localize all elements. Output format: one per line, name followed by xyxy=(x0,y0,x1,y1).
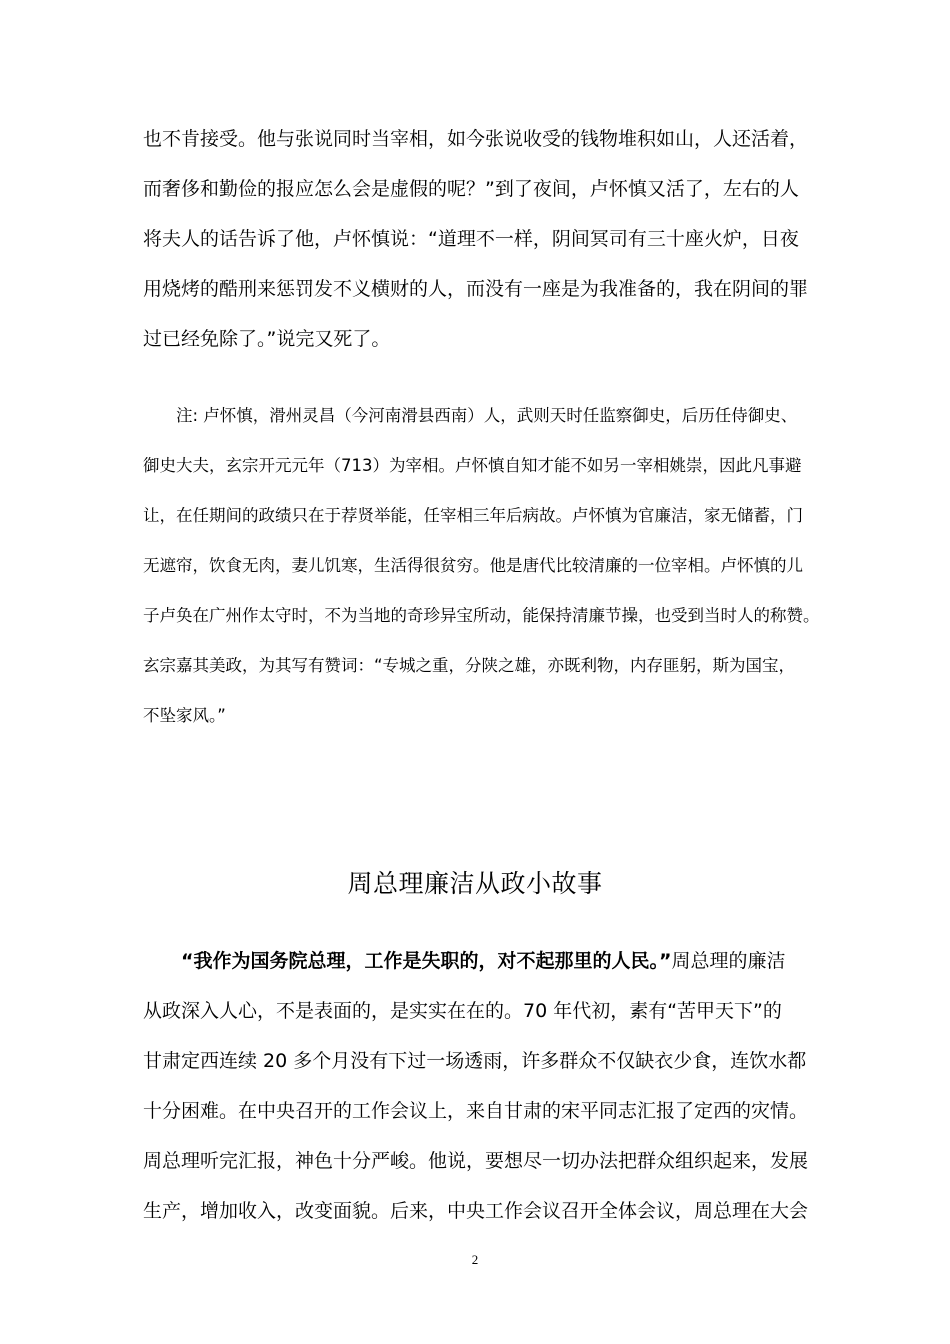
note-line: 御史大夫，玄宗开元元年（713）为宰相。卢怀慎自知才能不如另一宰相姚崇，因此凡事避 xyxy=(143,456,802,475)
section-heading: 周总理廉洁从政小故事 xyxy=(347,869,603,898)
text-run: 周总理的廉洁 xyxy=(671,950,786,972)
note-line: 子卢奂在广州作太守时，不为当地的奇珍异宝所动，能保持清廉节操，也受到当时人的称赞。 xyxy=(143,606,820,625)
text-line: 也不肯接受。他与张说同时当宰相，如今张说收受的钱物堆积如山，人还活着， xyxy=(143,128,809,150)
text-line: 将夫人的话告诉了他，卢怀慎说：“道理不一样，阴间冥司有三十座火炉，日夜 xyxy=(143,228,799,250)
note-line: 不坠家风。” xyxy=(143,706,226,725)
note-line: 让，在任期间的政绩只在于荐贤举能，任宰相三年后病故。卢怀慎为官廉洁，家无储蓄，门 xyxy=(143,506,803,525)
text-line-first xyxy=(181,946,786,973)
page-number: 2 xyxy=(471,1252,479,1267)
text-line: 甘肃定西连续 20 多个月没有下过一场透雨，许多群众不仅缺衣少食，连饮水都 xyxy=(143,1050,807,1072)
note-line: 玄宗嘉其美政，为其写有赞词：“专城之重，分陕之雄，亦既利物，内存匪躬，斯为国宝， xyxy=(143,656,796,675)
text-line: 从政深入人心，不是表面的，是实实在在的。70 年代初，素有“苦甲天下”的 xyxy=(143,1000,782,1022)
text-line: 而奢侈和勤俭的报应怎么会是虚假的呢？”到了夜间，卢怀慎又活了，左右的人 xyxy=(143,178,799,200)
text-line: 周总理听完汇报，神色十分严峻。他说，要想尽一切办法把群众组织起来，发展 xyxy=(143,1150,809,1172)
text-line: 过已经免除了。”说完又死了。 xyxy=(143,328,391,350)
note-line: 注: 卢怀慎，滑州灵昌（今河南滑县西南）人，武则天时任监察御史，后历任侍御史、 xyxy=(176,406,798,425)
text-line: 十分困难。在中央召开的工作会议上，来自甘肃的宋平同志汇报了定西的灾情。 xyxy=(143,1100,809,1122)
quote-bold: “我作为国务院总理，工作是失职的，对不起那里的人民。” xyxy=(181,950,672,972)
note-line: 无遮帘，饮食无肉，妻儿饥寒，生活得很贫穷。他是唐代比较清廉的一位宰相。卢怀慎的儿 xyxy=(143,556,803,575)
text-line: 生产，增加收入，改变面貌。后来，中央工作会议召开全体会议，周总理在大会 xyxy=(143,1200,809,1222)
text-line: 用烧烤的酷刑来惩罚发不义横财的人，而没有一座是为我准备的，我在阴间的罪 xyxy=(143,278,809,300)
